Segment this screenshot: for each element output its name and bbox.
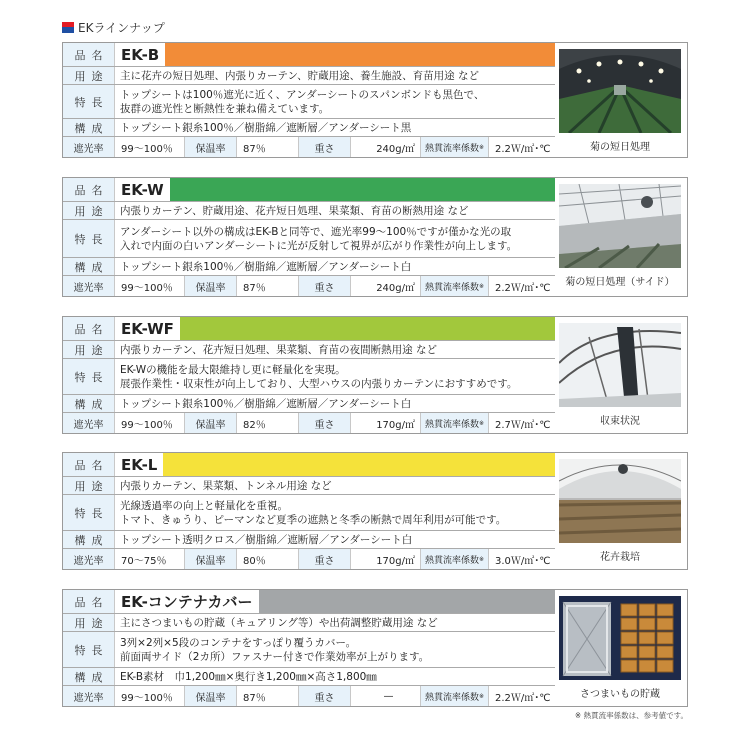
use-text: 主にさつまいもの貯蔵（キュアリング等）や出荷調整貯蔵用途 など <box>120 616 438 629</box>
feature-label: 特長 <box>63 359 115 394</box>
conductivity-value: 3.0Ｗ/㎡･℃ <box>495 555 551 567</box>
weight-value: 240g/㎡ <box>351 137 421 157</box>
composition-text: EK-B素材 巾1,200㎜×奥行き1,200㎜×高さ1,800㎜ <box>120 670 377 683</box>
shading-value: 99～100％ <box>115 137 185 157</box>
conductivity-value: 2.7Ｗ/㎡･℃ <box>495 419 551 431</box>
feature-label: 特長 <box>63 85 115 118</box>
model-name: EK-コンテナカバー <box>121 592 253 611</box>
heat-value: 87％ <box>237 137 299 157</box>
model-name: EK-WF <box>121 319 174 338</box>
heat-value: 87％ <box>237 276 299 296</box>
conductivity-value: 2.2Ｗ/㎡･℃ <box>495 282 551 294</box>
use-text: 内張りカーテン、花卉短日処理、果菜類、育苗の夜間断熱用途 など <box>120 343 437 356</box>
model-name: EK-W <box>121 180 164 199</box>
photo-caption: 花卉栽培 <box>600 552 640 563</box>
conductivity-label: 熱貫流率係数 <box>424 692 479 703</box>
weight-label: 重さ <box>299 276 351 296</box>
weight-label: 重さ <box>299 413 351 433</box>
weight-value: 170g/㎡ <box>351 413 421 433</box>
composition-label: 構成 <box>63 668 115 685</box>
weight-label: 重さ <box>299 549 351 569</box>
photo-caption: さつまいもの貯蔵 <box>580 689 660 700</box>
heat-label: 保温率 <box>185 549 237 569</box>
heat-value: 80％ <box>237 549 299 569</box>
composition-label: 構成 <box>63 119 115 136</box>
use-label: 用途 <box>63 202 115 219</box>
name-label: 品名 <box>63 178 115 201</box>
flag-icon <box>62 22 74 33</box>
conductivity-label: 熱貫流率係数 <box>424 555 479 566</box>
photo-caption: 収束状況 <box>600 416 640 427</box>
product-card-ek-w <box>62 177 688 297</box>
note-mark: ※ <box>478 143 485 151</box>
model-name: EK-L <box>121 455 158 474</box>
photo-flower-cultivation <box>559 459 681 543</box>
name-label: 品名 <box>63 43 115 66</box>
note-mark: ※ <box>478 692 485 700</box>
use-label: 用途 <box>63 341 115 358</box>
feature-label: 特長 <box>63 220 115 257</box>
heat-label: 保温率 <box>185 413 237 433</box>
name-label: 品名 <box>63 453 115 476</box>
page-title: EKラインナップ <box>78 20 165 35</box>
shading-label: 遮光率 <box>63 686 115 706</box>
composition-label: 構成 <box>63 531 115 548</box>
page-header <box>62 20 165 34</box>
photo-greenhouse-side <box>559 184 681 268</box>
use-text: 主に花卉の短日処理、内張りカーテン、貯蔵用途、養生施設、育苗用途 など <box>120 69 479 82</box>
shading-value: 70～75％ <box>115 549 185 569</box>
heat-label: 保温率 <box>185 686 237 706</box>
feature-line: トップシートは100％遮光に近く、アンダーシートのスパンボンドも黒色で、 <box>120 88 485 101</box>
composition-label: 構成 <box>63 258 115 275</box>
feature-line: トマト、きゅうり、ピーマンなど夏季の遮熱と冬季の断熱で周年利用が可能です。 <box>120 513 507 526</box>
heat-label: 保温率 <box>185 276 237 296</box>
photo-caption: 菊の短日処理 <box>590 142 650 153</box>
feature-line: 3列×2列×5段のコンテナをすっぽり覆うカバー。 <box>120 636 357 649</box>
feature-line: 抜群の遮光性と断熱性を兼ね備えています。 <box>120 102 330 115</box>
use-label: 用途 <box>63 477 115 494</box>
conductivity-label: 熱貫流率係数 <box>424 143 479 154</box>
weight-value: — <box>351 686 421 706</box>
product-card-ek-b <box>62 42 688 158</box>
feature-line: アンダーシート以外の構成はEK-Bと同等で、遮光率99～100％ですが僅かな光の取 <box>120 225 512 238</box>
shading-value: 99～100％ <box>115 413 185 433</box>
shading-label: 遮光率 <box>63 549 115 569</box>
composition-label: 構成 <box>63 395 115 412</box>
composition-text: トップシート透明クロス／樹脂綿／遮断層／アンダーシート白 <box>120 533 413 546</box>
feature-line: 展張作業性・収束性が向上しており、大型ハウスの内張りカーテンにおすすめです。 <box>120 377 518 390</box>
weight-value: 240g/㎡ <box>351 276 421 296</box>
feature-line: 光線透過率の向上と軽量化を重視。 <box>120 499 288 512</box>
weight-label: 重さ <box>299 686 351 706</box>
note-mark: ※ <box>478 419 485 427</box>
feature-label: 特長 <box>63 632 115 667</box>
photo-greenhouse-chrysanthemum <box>559 49 681 133</box>
photo-curtain-gathered <box>559 323 681 407</box>
conductivity-value: 2.2Ｗ/㎡･℃ <box>495 692 551 704</box>
model-name: EK-B <box>121 45 160 64</box>
conductivity-label: 熱貫流率係数 <box>424 419 479 430</box>
weight-label: 重さ <box>299 137 351 157</box>
shading-value: 99～100％ <box>115 276 185 296</box>
color-bar <box>165 43 555 66</box>
color-bar <box>259 590 556 613</box>
weight-value: 170g/㎡ <box>351 549 421 569</box>
shading-value: 99～100％ <box>115 686 185 706</box>
heat-value: 87％ <box>237 686 299 706</box>
color-bar <box>163 453 555 476</box>
composition-text: トップシート銀糸100％／樹脂綿／遮断層／アンダーシート白 <box>120 260 412 273</box>
use-text: 内張りカーテン、果菜類、トンネル用途 など <box>120 479 332 492</box>
feature-line: EK-Wの機能を最大限維持し更に軽量化を実現。 <box>120 363 346 376</box>
feature-line: 前面両サイド（2カ所）ファスナー付きで作業効率が上がります。 <box>120 650 430 663</box>
heat-value: 82％ <box>237 413 299 433</box>
note-mark: ※ <box>478 555 485 563</box>
feature-label: 特長 <box>63 495 115 530</box>
composition-text: トップシート銀糸100％／樹脂綿／遮断層／アンダーシート黒 <box>120 121 412 134</box>
product-card-ek-wf <box>62 316 688 434</box>
color-bar <box>170 178 555 201</box>
name-label: 品名 <box>63 317 115 340</box>
conductivity-label: 熱貫流率係数 <box>424 282 479 293</box>
note-mark: ※ <box>478 282 485 290</box>
photo-sweet-potato-storage <box>559 596 681 680</box>
name-label: 品名 <box>63 590 115 613</box>
shading-label: 遮光率 <box>63 137 115 157</box>
feature-line: 入れで内面の白いアンダーシートに光が反射して視界が広がり作業性が向上します。 <box>120 239 518 252</box>
composition-text: トップシート銀糸100％／樹脂綿／遮断層／アンダーシート白 <box>120 397 412 410</box>
color-bar <box>180 317 555 340</box>
use-label: 用途 <box>63 67 115 84</box>
conductivity-value: 2.2Ｗ/㎡･℃ <box>495 143 551 155</box>
use-text: 内張りカーテン、貯蔵用途、花卉短日処理、果菜類、育苗の断熱用途 など <box>120 204 469 217</box>
shading-label: 遮光率 <box>63 413 115 433</box>
heat-label: 保温率 <box>185 137 237 157</box>
use-label: 用途 <box>63 614 115 631</box>
photo-caption: 菊の短日処理（サイド） <box>565 277 675 288</box>
footnote: ※ 熱貫流率係数は、参考値です。 <box>574 711 688 720</box>
product-card-ek-l <box>62 452 688 570</box>
shading-label: 遮光率 <box>63 276 115 296</box>
product-card-ek-container-cover <box>62 589 688 707</box>
